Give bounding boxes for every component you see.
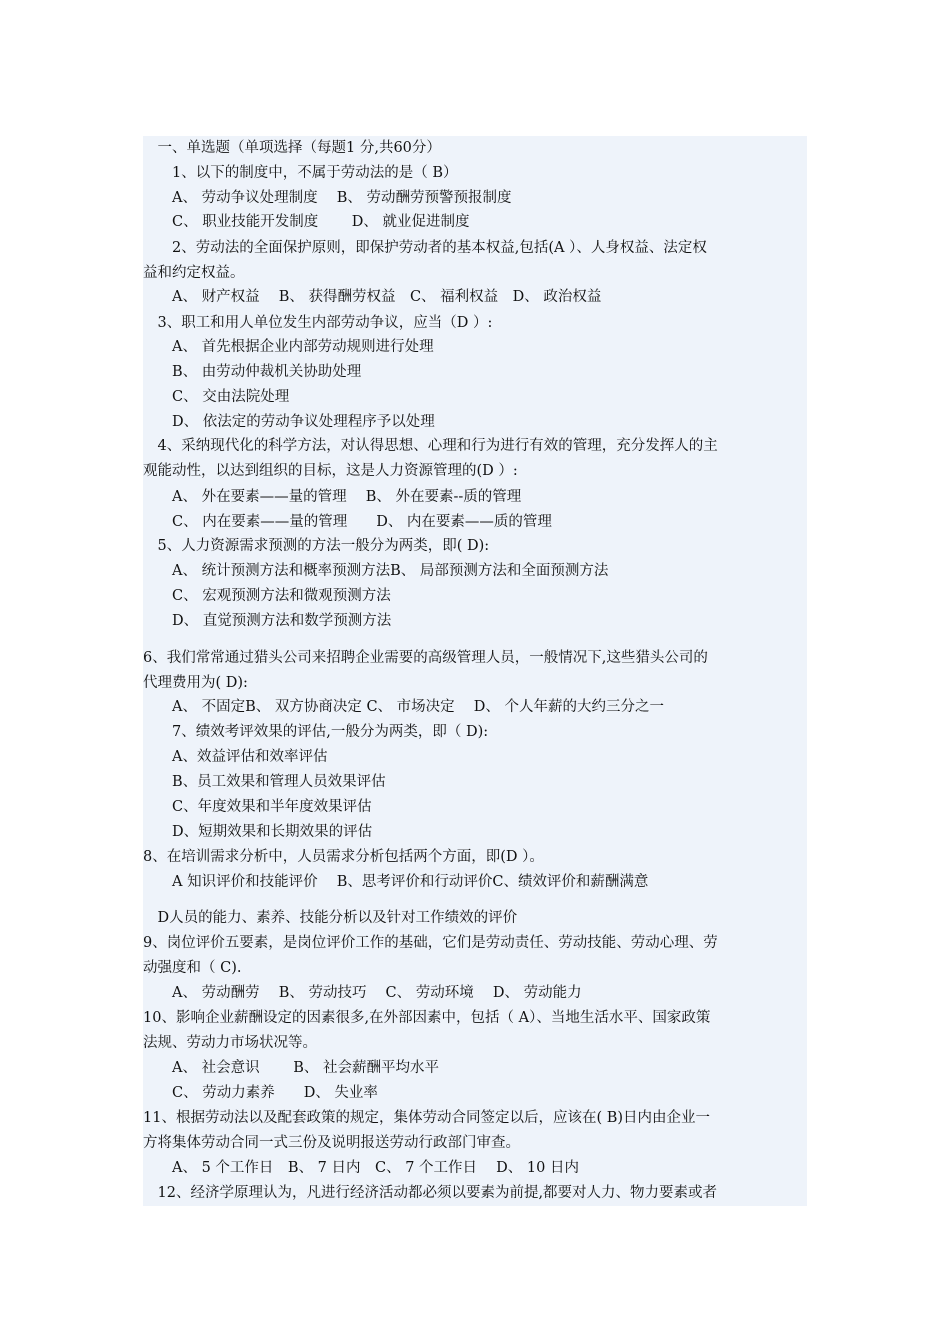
text-line: 观能动性，以达到组织的目标，这是人力资源管理的(D ）: [143,463,518,479]
text-line: 8、在培训需求分析中，人员需求分析包括两个方面，即(D ）。 [143,849,544,865]
text-line: 4、采纳现代化的科学方法，对认得思想、心理和行为进行有效的管理，充分发挥人的主 [143,438,718,454]
text-line: 11、根据劳动法以及配套政策的规定，集体劳动合同签定以后，应该在( B)日内由企业一 [143,1110,711,1126]
text-line: C、 交由法院处理 [143,389,290,405]
text-line: 法规、劳动力市场状况等。 [143,1035,317,1051]
text-line: D、 直觉预测方法和数学预测方法 [143,613,392,629]
text-line: C、年度效果和半年度效果评估 [143,799,372,815]
text-line: D人员的能力、素养、技能分析以及针对工作绩效的评价 [143,910,518,926]
text-line: A、效益评估和效率评估 [143,749,328,765]
text-line: 动强度和（ C). [143,960,242,976]
text-line: 6、我们常常通过猎头公司来招聘企业需要的高级管理人员，一般情况下,这些猎头公司的 [143,650,708,666]
text-line: A、 财产权益 B、 获得酬劳权益 C、 福利权益 D、 政治权益 [143,289,602,305]
text-line: C、 劳动力素养 D、 失业率 [143,1085,378,1101]
text-line: A、 劳动酬劳 B、 劳动技巧 C、 劳动环境 D、 劳动能力 [143,985,582,1001]
text-line: 7、绩效考评效果的评估,一般分为两类，即（ D): [143,724,489,740]
text-line: A、 不固定B、 双方协商决定 C、 市场决定 D、 个人年薪的大约三分之一 [143,699,664,715]
text-line: C、 职业技能开发制度 D、 就业促进制度 [143,214,470,230]
text-line: D、短期效果和长期效果的评估 [143,824,373,840]
text-line: C、 宏观预测方法和微观预测方法 [143,588,391,604]
text-line: B、员工效果和管理人员效果评估 [143,774,386,790]
text-line: A、 劳动争议处理制度 B、 劳动酬劳预警预报制度 [143,190,512,206]
text-line: 2、劳动法的全面保护原则，即保护劳动者的基本权益,包括(A ）、人身权益、法定权 [143,240,707,256]
text-line: A、 社会意识 B、 社会薪酬平均水平 [143,1060,439,1076]
text-line: 代理费用为( D): [143,675,248,691]
text-line: A 知识评价和技能评价 B、思考评价和行动评价C、绩效评价和薪酬满意 [143,874,649,890]
text-line: A、 5 个工作日 B、 7 日内 C、 7 个工作日 D、 10 日内 [143,1160,579,1176]
text-line: 一、单选题（单项选择（每题1 分,共60分） [143,140,441,156]
text-line: C、 内在要素——量的管理 D、 内在要素——质的管理 [143,514,552,530]
text-line: D、 依法定的劳动争议处理程序予以处理 [143,414,435,430]
text-line: A、 统计预测方法和概率预测方法B、 局部预测方法和全面预测方法 [143,563,609,579]
text-line: 益和约定权益。 [143,265,245,281]
text-line: 9、岗位评价五要素，是岗位评价工作的基础，它们是劳动责任、劳动技能、劳动心理、劳 [143,935,718,951]
text-line: B、 由劳动仲裁机关协助处理 [143,364,362,380]
text-line: A、 首先根据企业内部劳动规则进行处理 [143,339,434,355]
text-line: A、 外在要素——量的管理 B、 外在要素--质的管理 [143,489,522,505]
text-line: 1、以下的制度中，不属于劳动法的是（ B） [143,165,458,181]
text-line: 5、人力资源需求预测的方法一般分为两类，即( D): [143,538,490,554]
text-line: 3、职工和用人单位发生内部劳动争议，应当（D ）: [143,315,493,331]
text-line: 10、影响企业薪酬设定的因素很多,在外部因素中，包括（ A）、当地生活水平、国家政策 [143,1010,711,1026]
document-body [143,136,807,1206]
text-line: 12、经济学原理认为，凡进行经济活动都必须以要素为前提,都要对人力、物力要素或者 [143,1185,718,1201]
text-line: 方将集体劳动合同一式三份及说明报送劳动行政部门审查。 [143,1135,520,1151]
